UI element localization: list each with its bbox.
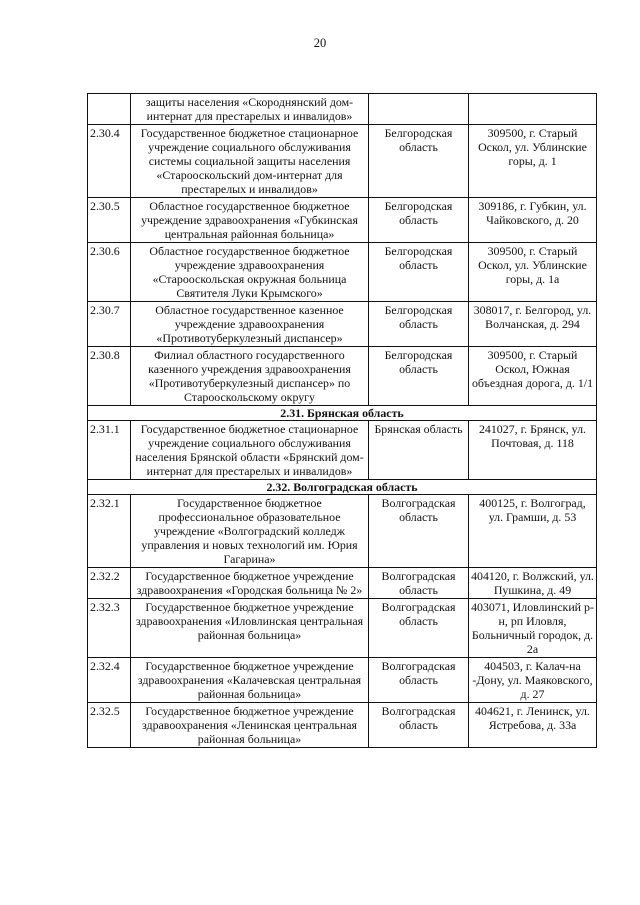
postal-address: 404503, г. Калач-на -Дону, ул. Маяковского, д. 27 bbox=[469, 658, 597, 703]
row-number: 2.32.5 bbox=[88, 703, 131, 748]
row-number: 2.32.4 bbox=[88, 658, 131, 703]
table-row bbox=[88, 421, 597, 480]
row-number: 2.30.7 bbox=[88, 302, 131, 347]
region-name: Белгородская область bbox=[369, 125, 469, 198]
row-number: 2.30.8 bbox=[88, 347, 131, 406]
postal-address bbox=[469, 94, 597, 125]
section-title: 2.32. Волгоградская область bbox=[88, 480, 597, 495]
table-row bbox=[88, 94, 597, 125]
organization-name: Государственное бюджетное учреждение здравоохранения «Иловлинская центральная районная больница» bbox=[131, 599, 369, 658]
table-row bbox=[88, 568, 597, 599]
region-name: Волгоградская область bbox=[369, 599, 469, 658]
postal-address: 241027, г. Брянск, ул. Почтовая, д. 118 bbox=[469, 421, 597, 480]
organization-name: Областное государственное бюджетное учреждение здравоохранения «Старооскольская окружная больница Святителя Луки Крымского» bbox=[131, 243, 369, 302]
organization-name: Государственное бюджетное профессиональное образовательное учреждение «Волгоградский колледж управления и новых технологий им. Юрия Гагарина» bbox=[131, 495, 369, 568]
postal-address: 309500, г. Старый Оскол, ул. Ублинские горы, д. 1 bbox=[469, 125, 597, 198]
region-name: Белгородская область bbox=[369, 302, 469, 347]
postal-address: 309186, г. Губкин, ул. Чайковского, д. 20 bbox=[469, 198, 597, 243]
table-row bbox=[88, 125, 597, 198]
region-name: Белгородская область bbox=[369, 243, 469, 302]
postal-address: 404120, г. Волжский, ул. Пушкина, д. 49 bbox=[469, 568, 597, 599]
row-number: 2.30.5 bbox=[88, 198, 131, 243]
postal-address: 400125, г. Волгоград, ул. Грамши, д. 53 bbox=[469, 495, 597, 568]
table-row bbox=[88, 302, 597, 347]
institutions-table bbox=[87, 93, 597, 748]
postal-address: 404621, г. Ленинск, ул. Ястребова, д. 33а bbox=[469, 703, 597, 748]
table-row bbox=[88, 495, 597, 568]
region-name: Волгоградская область bbox=[369, 495, 469, 568]
section-title: 2.31. Брянская область bbox=[88, 406, 597, 421]
row-number: 2.30.4 bbox=[88, 125, 131, 198]
organization-name: Филиал областного государственного казенного учреждения здравоохранения «Противотуберкулезный диспансер» по Старооскольскому округу bbox=[131, 347, 369, 406]
organization-name: Областное государственное казенное учреждение здравоохранения «Противотуберкулезный диспансер» bbox=[131, 302, 369, 347]
table-row bbox=[88, 243, 597, 302]
postal-address: 309500, г. Старый Оскол, ул. Ублинские горы, д. 1а bbox=[469, 243, 597, 302]
region-name: Волгоградская область bbox=[369, 568, 469, 599]
organization-name: Государственное бюджетное учреждение здравоохранения «Городская больница № 2» bbox=[131, 568, 369, 599]
region-name bbox=[369, 94, 469, 125]
row-number: 2.32.2 bbox=[88, 568, 131, 599]
region-name: Волгоградская область bbox=[369, 703, 469, 748]
table-row bbox=[88, 703, 597, 748]
region-name: Волгоградская область bbox=[369, 658, 469, 703]
postal-address: 309500, г. Старый Оскол, Южная объездная дорога, д. 1/1 bbox=[469, 347, 597, 406]
organization-name: защиты населения «Скороднянский дом-интернат для престарелых и инвалидов» bbox=[131, 94, 369, 125]
row-number bbox=[88, 94, 131, 125]
organization-name: Государственное бюджетное учреждение здравоохранения «Калачевская центральная районная больница» bbox=[131, 658, 369, 703]
region-name: Белгородская область bbox=[369, 347, 469, 406]
section-header-row bbox=[88, 406, 597, 421]
organization-name: Государственное бюджетное стационарное учреждение социального обслуживания населения Брянской области «Брянский дом-интернат для престарелых и инвалидов» bbox=[131, 421, 369, 480]
table-row bbox=[88, 599, 597, 658]
row-number: 2.30.6 bbox=[88, 243, 131, 302]
organization-name: Областное государственное бюджетное учреждение здравоохранения «Губкинская центральная районная больница» bbox=[131, 198, 369, 243]
page-number: 20 bbox=[313, 36, 327, 50]
region-name: Белгородская область bbox=[369, 198, 469, 243]
row-number: 2.32.1 bbox=[88, 495, 131, 568]
postal-address: 308017, г. Белгород, ул. Волчанская, д. 294 bbox=[469, 302, 597, 347]
table-row bbox=[88, 198, 597, 243]
table-row bbox=[88, 658, 597, 703]
row-number: 2.31.1 bbox=[88, 421, 131, 480]
row-number: 2.32.3 bbox=[88, 599, 131, 658]
organization-name: Государственное бюджетное стационарное учреждение социального обслуживания системы социальной защиты населения «Старооскольский дом-интернат для престарелых и инвалидов» bbox=[131, 125, 369, 198]
table-body bbox=[88, 94, 597, 748]
organization-name: Государственное бюджетное учреждение здравоохранения «Ленинская центральная районная больница» bbox=[131, 703, 369, 748]
section-header-row bbox=[88, 480, 597, 495]
postal-address: 403071, Иловлинский р-н, рп Иловля, Больничный городок, д. 2а bbox=[469, 599, 597, 658]
region-name: Брянская область bbox=[369, 421, 469, 480]
table-row bbox=[88, 347, 597, 406]
